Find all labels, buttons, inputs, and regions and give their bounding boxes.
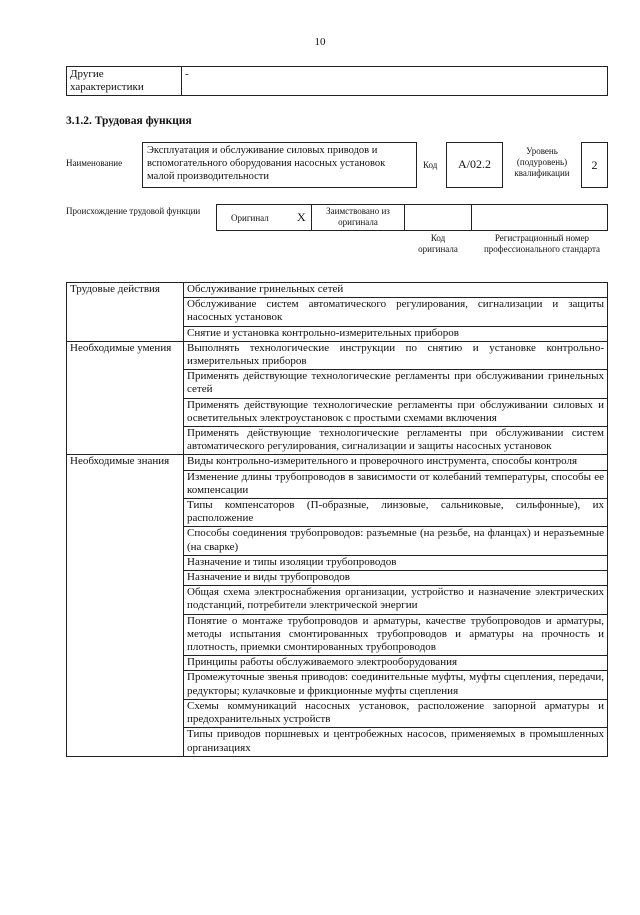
function-name-box: Эксплуатация и обслуживание силовых приводов и вспомогательного оборудования насосных установок малой производительности <box>142 142 417 188</box>
origin-label: Происхождение трудовой функции <box>66 206 201 216</box>
item-cell: Снятие и установка контрольно-измерительных приборов <box>184 326 608 341</box>
category-cell: Необходимые знания <box>67 455 184 756</box>
item-cell: Выполнять технологические инструкции по снятию и установке контрольно-измерительных приборов <box>184 341 608 369</box>
qualification-level-label: Уровень (подуровень) квалификации <box>514 146 570 178</box>
table-row <box>67 455 608 470</box>
page-number: 10 <box>314 36 326 48</box>
item-cell: Назначение и виды трубопроводов <box>184 571 608 586</box>
other-characteristics-label: Другие характеристики <box>67 67 182 96</box>
item-cell: Схемы коммуникаций насосных установок, расположение запорной арматуры и предохранительных устройств <box>184 699 608 727</box>
item-cell: Назначение и типы изоляции трубопроводов <box>184 555 608 570</box>
item-cell: Виды контрольно-измерительного и проверочного инструмента, способы контроля <box>184 455 608 470</box>
category-cell: Необходимые умения <box>67 341 184 455</box>
table-row <box>67 283 608 298</box>
name-label: Наименование <box>66 158 123 168</box>
other-characteristics-table <box>66 66 608 96</box>
item-cell: Промежуточные звенья приводов: соединительные муфты, муфты сцепления, передачи, редукторы; кулачковые и фрикционные муфты сцепления <box>184 671 608 699</box>
item-cell: Изменение длины трубопроводов в зависимости от колебаний температуры, способы ее компенсации <box>184 470 608 498</box>
table-row <box>67 341 608 369</box>
origin-original-box <box>216 204 312 231</box>
function-details-table <box>66 282 608 757</box>
reg-number-label: Регистрационный номер профессионального стандарта <box>483 233 601 254</box>
item-cell: Типы приводов поршневых и центробежных насосов, применяемых в промышленных организациях <box>184 728 608 756</box>
section-heading: 3.1.2. Трудовая функция <box>66 115 192 127</box>
other-characteristics-value: - <box>182 67 608 96</box>
function-code-box: А/02.2 <box>446 142 503 188</box>
code-original-label: Код оригинала <box>418 233 458 254</box>
item-cell: Типы компенсаторов (П-образные, линзовые, сальниковые, сильфонные), их расположение <box>184 499 608 527</box>
item-cell: Обслуживание систем автоматического регулирования, сигнализации и защиты насосных установок <box>184 298 608 326</box>
qualification-level-box: 2 <box>581 142 608 188</box>
item-cell: Применять действующие технологические регламенты при обслуживании силовых и осветительных электроустановок с простыми схемами включения <box>184 398 608 426</box>
item-cell: Обслуживание гринельных сетей <box>184 283 608 298</box>
item-cell: Общая схема электроснабжения организации, устройство и назначение электрических подстанций, потребители электрической энергии <box>184 586 608 614</box>
item-cell: Применять действующие технологические регламенты при обслуживании систем автоматического регулирования, сигнализации и защиты насосных установок <box>184 427 608 455</box>
item-cell: Способы соединения трубопроводов: разъемные (на резьбе, на фланцах) и неразъемные (на сварке) <box>184 527 608 555</box>
code-label: Код <box>423 160 438 170</box>
original-label: Оригинал <box>231 213 269 223</box>
category-cell: Трудовые действия <box>67 283 184 342</box>
borrowed-box: Заимствовано из оригинала <box>311 204 405 231</box>
item-cell: Применять действующие технологические регламенты при обслуживании гринельных сетей <box>184 370 608 398</box>
item-cell: Понятие о монтаже трубопроводов и арматуры, качестве трубопроводов и арматуры, методы испытания смонтированных трубопроводов и арматуры на прочность и плотность, приемки смонтированных трубопроводов <box>184 614 608 656</box>
reg-number-box <box>471 204 608 231</box>
original-mark: X <box>297 210 306 224</box>
code-original-box <box>404 204 472 231</box>
item-cell: Принципы работы обслуживаемого электрооборудования <box>184 656 608 671</box>
